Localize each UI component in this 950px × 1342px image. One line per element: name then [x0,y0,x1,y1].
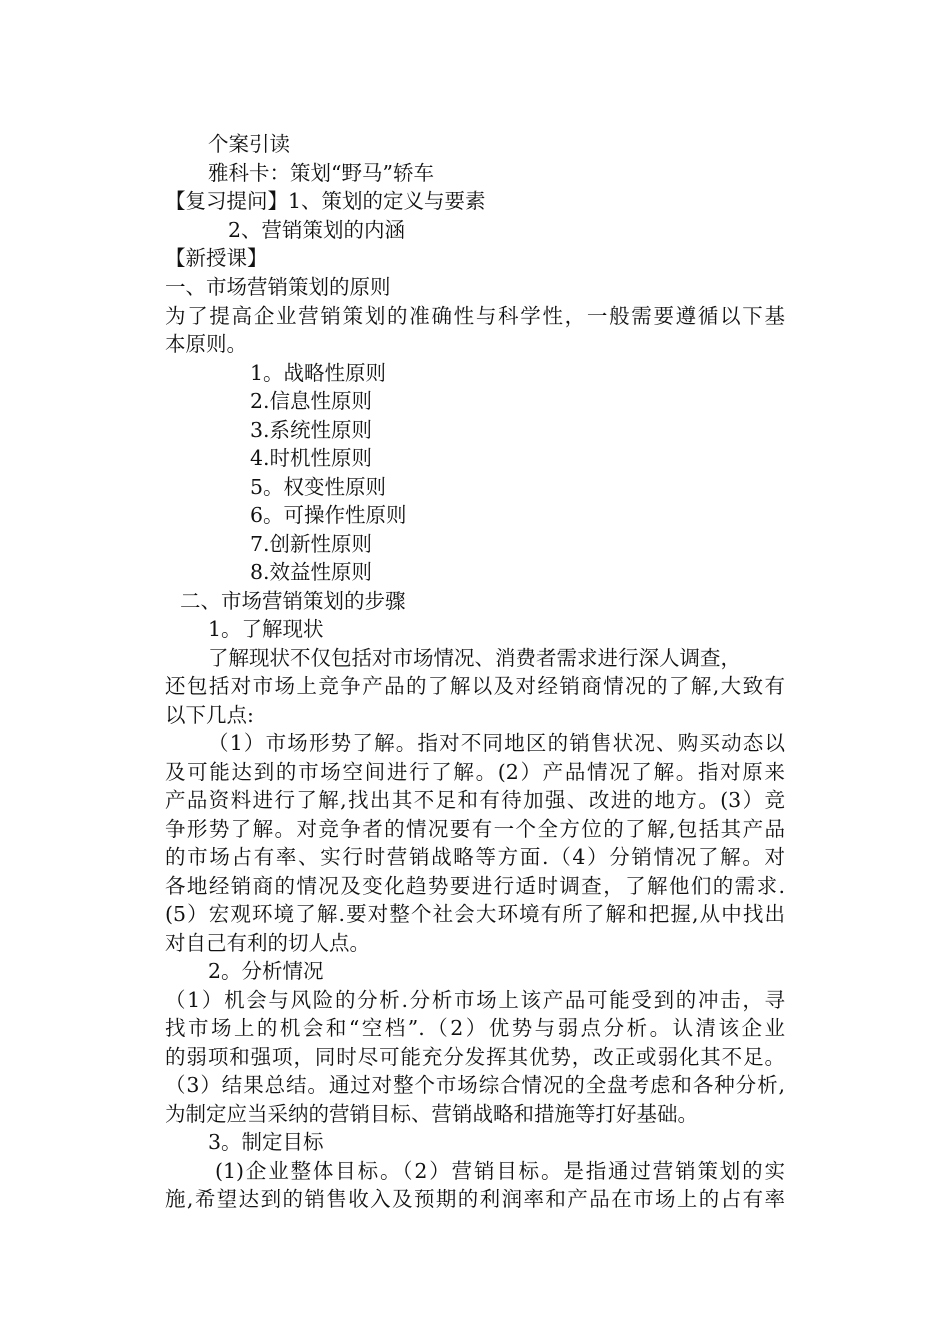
step-3-line: 施,希望达到的销售收入及预期的利润率和产品在市场上的占有率 [165,1187,785,1211]
step-1-detail-line: 争形势了解。对竞争者的情况要有一个全方位的了解,包括其产品 [165,817,785,841]
principle-item: 5。权变性原则 [250,475,387,499]
step-1-detail-line: （1）市场形势了解。指对不同地区的销售状况、购买动态以 [208,731,785,755]
step-2-line: 找市场上的机会和“空档”.（2）优势与弱点分析。认清该企业 [165,1016,785,1040]
step-1-detail-line: 及可能达到的市场空间进行了解。(2）产品情况了解。指对原来 [165,760,785,784]
step-3-line: (1)企业整体目标。（2）营销目标。是指通过营销策划的实 [215,1159,785,1183]
step-2-line: 为制定应当采纳的营销目标、营销战略和措施等打好基础。 [165,1102,698,1126]
case-title: 雅科卡：策划“野马”轿车 [208,161,434,185]
section-1-heading: 一、市场营销策划的原则 [165,275,391,299]
principle-item: 7.创新性原则 [250,532,373,556]
step-1-paragraph-line: 还包括对市场上竞争产品的了解以及对经销商情况的了解,大致有 [165,674,785,698]
principle-item: 4.时机性原则 [250,446,373,470]
section-1-intro-line: 为了提高企业营销策划的准确性与科学性，一般需要遵循以下基 [165,304,785,328]
step-1-detail-line: 对自己有利的切人点。 [165,931,370,955]
section-1-intro-line: 本原则。 [165,332,247,356]
step-1-paragraph-line: 了解现状不仅包括对市场情况、消费者需求进行深人调查， [208,646,741,670]
step-1-detail-line: 产品资料进行了解,找出其不足和有待加强、改进的地方。(3）竞 [165,788,785,812]
intro-label: 个案引读 [208,132,290,156]
principle-item: 3.系统性原则 [250,418,373,442]
step-1-title: 1。了解现状 [208,617,324,641]
step-1-detail-line: 各地经销商的情况及变化趋势要进行适时调查，了解他们的需求. [165,874,785,898]
step-2-line: （3）结果总结。通过对整个市场综合情况的全盘考虑和各种分析, [165,1073,785,1097]
principle-item: 1。战略性原则 [250,361,387,385]
step-3-title: 3。制定目标 [208,1130,324,1154]
step-2-line: （1）机会与风险的分析.分析市场上该产品可能受到的冲击，寻 [165,988,785,1012]
review-question-1: 【复习提问】1、策划的定义与要素 [165,189,486,213]
principle-item: 2.信息性原则 [250,389,373,413]
section-2-heading: 二、市场营销策划的步骤 [180,589,406,613]
step-1-paragraph-line: 以下几点: [165,703,254,727]
principle-item: 6。可操作性原则 [250,503,407,527]
step-1-detail-line: 的市场占有率、实行时营销战略等方面.（4）分销情况了解。对 [165,845,785,869]
step-1-detail-line: (5）宏观环境了解.要对整个社会大环境有所了解和把握,从中找出 [165,902,785,926]
step-2-title: 2。分析情况 [208,959,324,983]
principle-item: 8.效益性原则 [250,560,373,584]
new-lesson-label: 【新授课】 [165,246,268,270]
review-question-2: 2、营销策划的内涵 [228,218,406,242]
step-2-line: 的弱项和强项，同时尽可能充分发挥其优势，改正或弱化其不足。 [165,1045,785,1069]
